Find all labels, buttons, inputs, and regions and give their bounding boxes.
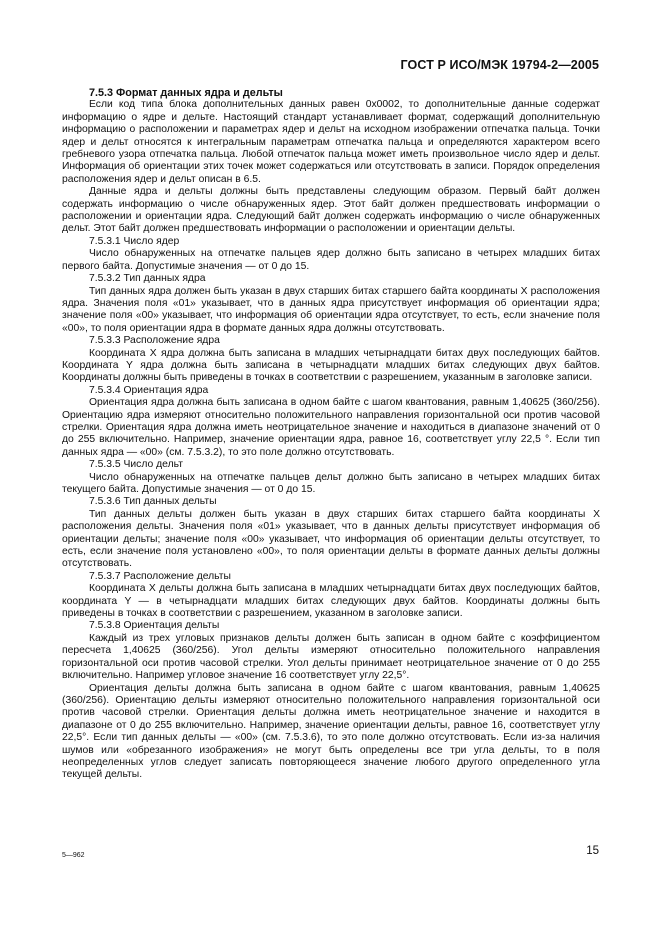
body-paragraph: Каждый из трех угловых признаков дельты должен быть записан в одном байте с коэффициентом пересчета 1,40625 (360/256). Угол дельты измеряют относительно положительного направления горизонтальной оси против часовой стрелки. Угол дельты принимает неотрицательное значение от 0 до 255 включительно. Например угловое значение 16 соответствует углу 22,5°. — [62, 632, 600, 682]
body-paragraph: Число обнаруженных на отпечатке пальцев ядер должно быть записано в четырех младших битах первого байта. Допустимые значения — от 0 до 15. — [62, 248, 600, 272]
subsection-heading: 7.5.3.1 Число ядер — [89, 235, 180, 247]
body-paragraph: Данные ядра и дельты должны быть представлены следующим образом. Первый байт должен содержать информацию о числе обнаруженных ядер. Этот байт должен предшествовать информации о расположении и ориентации ядра. Следующий байт должен содержать информацию о числе обнаруженных дельт. Этот байт должен предшествовать информации о расположении и ориентации дельты. — [62, 186, 600, 235]
body-paragraph: Координата X дельты должна быть записана в младших четырнадцати битах двух последующих байтов, координата Y — в четырнадцати младших битах следующих двух байтов. Координаты должны быть приведены в точках в соответствии с разрешением, указанном в заголовке записи. — [62, 583, 600, 620]
body-paragraph: Координата X ядра должна быть записана в младших четырнадцати битах двух последующих байтов. Координата Y ядра должна быть записана в четырнадцати младших битах следующих двух байтов. Координаты должны быть приведены в точках в соответствии с разрешением, указанным в заголовке записи. — [62, 347, 600, 384]
body-paragraph: Если код типа блока дополнительных данных равен 0x0002, то дополнительные данные содержат информацию о ядре и дельте. Настоящий стандарт устанавливает формат, содержащий дополнительную информацию о расположении и параметрах ядер и дельт на исходном изображении отпечатка пальца. Точки ядер и дельт относятся к интегральным параметрам отпечатка пальца и определяются характером всего гребневого узора отпечатка пальца. Любой отпечаток пальца может иметь произвольное число ядер и дельт. Информация об ориентации этих точек может содержаться или отсутствовать в записи. Порядок определения расположения ядер и дельт описан в 6.5. — [62, 99, 600, 185]
print-code: 5—962 — [62, 852, 85, 859]
body-paragraph: Ориентация ядра должна быть записана в одном байте с шагом квантования, равным 1,40625 (360/256). Ориентацию ядра измеряют относительно положительного направления горизонтальной оси против часовой стрелки. Ориентация ядра должна иметь неотрицательное значение и находиться в диапазоне значений от 0 до 255 включительно. Например, значение ориентации ядра, равное 16, соответствует углу 22,5 °. Если тип данных ядра — «00» (см. 7.5.3.2), то это поле должно отсутствовать. — [62, 397, 600, 458]
body-paragraph: Тип данных ядра должен быть указан в двух старших битах старшего байта координаты X расположения ядра. Значения поля «01» указывает, что в данных ядра присутствует информация об ориентации ядра; значение поля «00» указывает, что информация об ориентации ядра отсутствует, то есть, если значение поля «00», то поля ориентации ядра в формате данных ядра должны отсутствовать. — [62, 285, 600, 334]
subsection-heading: 7.5.3.7 Расположение дельты — [89, 570, 231, 582]
body-paragraph: Число обнаруженных на отпечатке пальцев дельт должно быть записано в четырех младших битах текущего байта. Допустимые значения — от 0 до 15. — [62, 471, 600, 495]
subsection-heading: 7.5.3.6 Тип данных дельты — [89, 496, 217, 508]
subsection-heading: 7.5.3.3 Расположение ядра — [89, 335, 220, 347]
section-title: 7.5.3 Формат данных ядра и дельты — [89, 87, 283, 99]
subsection-heading: 7.5.3.2 Тип данных ядра — [89, 273, 206, 285]
subsection-heading: 7.5.3.4 Ориентация ядра — [89, 384, 209, 396]
page-number: 15 — [586, 845, 599, 857]
body-paragraph: Тип данных дельты должен быть указан в двух старших битах старшего байта координаты X расположения дельты. Значения поля «01» указывает, что в данных дельты присутствует информация об ориентации дельты; значение поля «00» указывает, что информация об ориентации дельты отсутствует, то есть, если значение поля установлено «00», то поля ориентации дельты в формате данных дельты должны отсутствовать. — [62, 508, 600, 570]
subsection-heading: 7.5.3.5 Число дельт — [89, 459, 183, 471]
document-header-title: ГОСТ Р ИСО/МЭК 19794-2—2005 — [400, 58, 599, 72]
document-body — [62, 87, 600, 782]
subsection-heading: 7.5.3.8 Ориентация дельты — [89, 620, 220, 632]
body-paragraph: Ориентация дельты должна быть записана в одном байте с шагом квантования, равным 1,40625 (360/256). Ориентацию дельты измеряют относительно положительного направления горизонтальной оси против часовой стрелки. Ориентация дельты должна иметь неотрицательное значение и находится в диапазоне от 0 до 255 включительно. Например, значение ориентации дельты, равное 16, соответствует углу 22,5°. Если тип данных дельты — «00» (см. 7.5.3.6), то это поле должно отсутствовать. Если из-за наличия шумов или «обрезанного изображения» не могут быть определены все три угла дельты, то в поля неопределенных углов следует записать повторяющееся значение любого другого определенного угла текущей дельты. — [62, 682, 600, 781]
